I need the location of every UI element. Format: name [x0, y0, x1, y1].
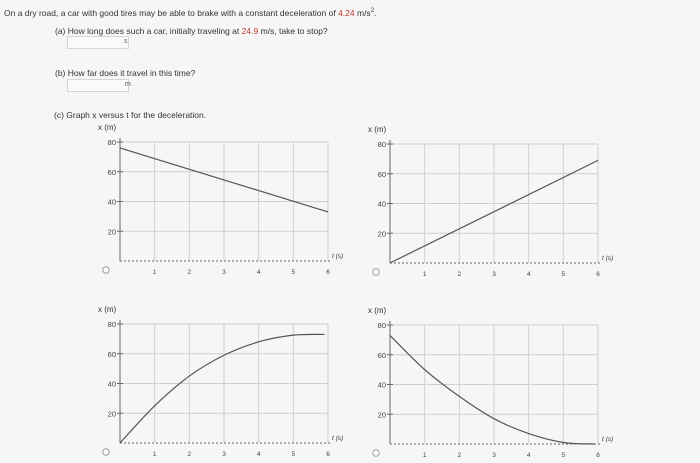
data-series-line — [120, 334, 325, 443]
graph-option-1 — [80, 120, 344, 280]
y-tick-label: 60 — [377, 169, 386, 179]
x-tick-label: 2 — [187, 451, 192, 458]
y-tick-label: 40 — [107, 197, 116, 207]
y-axis-label: x (m) — [368, 125, 387, 134]
y-tick-label: 40 — [377, 199, 386, 209]
y-tick-label: 40 — [377, 380, 386, 390]
part-c-question: (c) Graph x versus t for the deceleration. — [54, 110, 207, 120]
x-tick-label: 6 — [596, 452, 600, 459]
x-tick-label: 1 — [152, 269, 157, 276]
x-tick-label: 1 — [422, 452, 427, 459]
x-axis-label: t (s) — [602, 255, 614, 262]
y-tick-label: 80 — [377, 321, 386, 330]
y-axis-label: x (m) — [98, 305, 117, 314]
x-tick-label: 4 — [256, 269, 261, 276]
part-b-answer-input[interactable] — [67, 79, 129, 92]
y-tick-label: 20 — [377, 229, 386, 239]
part-a-unit: s — [124, 38, 128, 45]
y-axis-label: x (m) — [368, 306, 387, 315]
x-tick-label: 1 — [422, 271, 427, 278]
y-tick-label: 80 — [377, 140, 386, 149]
x-tick-label: 3 — [222, 269, 226, 276]
y-tick-label: 80 — [107, 138, 116, 147]
y-tick-label: 60 — [107, 167, 116, 177]
initial-speed-value: 24.9 — [241, 26, 259, 36]
radio-button[interactable] — [103, 267, 109, 273]
y-tick-label: 20 — [377, 410, 386, 420]
y-tick-label: 40 — [107, 379, 116, 389]
deceleration-value: 4.24 — [338, 7, 355, 18]
radio-button[interactable] — [103, 449, 109, 455]
x-tick-label: 5 — [561, 271, 566, 278]
x-tick-label: 5 — [291, 269, 296, 276]
part-a-question: (a) How long does such a car, initially traveling at 24.9 m/s, take to stop? — [55, 26, 328, 36]
x-tick-label: 2 — [457, 271, 462, 278]
graph-option-2 — [350, 122, 614, 282]
x-tick-label: 2 — [187, 269, 192, 276]
x-tick-label: 3 — [222, 451, 226, 458]
x-tick-label: 6 — [596, 271, 600, 278]
deceleration-unit: $m/s^2$ — [356, 7, 375, 18]
y-tick-label: 20 — [107, 409, 116, 419]
x-tick-label: 4 — [526, 271, 531, 278]
x-tick-label: 6 — [326, 269, 330, 276]
x-axis-label: t (s) — [602, 436, 614, 443]
part-b-question: (b) How far does it travel in this time? — [55, 68, 196, 78]
x-axis-label: t (s) — [332, 253, 344, 260]
x-tick-label: 1 — [152, 451, 157, 458]
y-axis-label: x (m) — [98, 123, 117, 132]
radio-button[interactable] — [373, 450, 379, 456]
x-tick-label: 5 — [291, 451, 296, 458]
problem-text: On a dry road, a car with good tires may be able to brake with a constant deceleration of — [4, 7, 336, 18]
y-tick-label: 60 — [107, 349, 116, 359]
radio-button[interactable] — [373, 269, 379, 275]
x-tick-label: 2 — [457, 452, 462, 459]
part-b-unit: m — [125, 81, 131, 88]
y-tick-label: 80 — [107, 320, 116, 329]
y-tick-label: 60 — [377, 350, 386, 360]
x-tick-label: 3 — [492, 452, 496, 459]
graph-option-4 — [350, 303, 614, 463]
x-tick-label: 6 — [326, 451, 330, 458]
x-tick-label: 4 — [526, 452, 531, 459]
y-tick-label: 20 — [107, 227, 116, 237]
part-a-answer-input[interactable] — [67, 36, 129, 49]
x-tick-label: 3 — [492, 271, 496, 278]
data-series-line — [390, 335, 595, 444]
x-axis-label: t (s) — [332, 435, 344, 442]
x-tick-label: 5 — [561, 452, 566, 459]
graph-option-3 — [80, 302, 344, 462]
problem-statement: On a dry road, a car with good tires may be able to brake with a constant deceleration of 4.24 $m/s^2$. — [4, 7, 377, 18]
x-tick-label: 4 — [256, 451, 261, 458]
